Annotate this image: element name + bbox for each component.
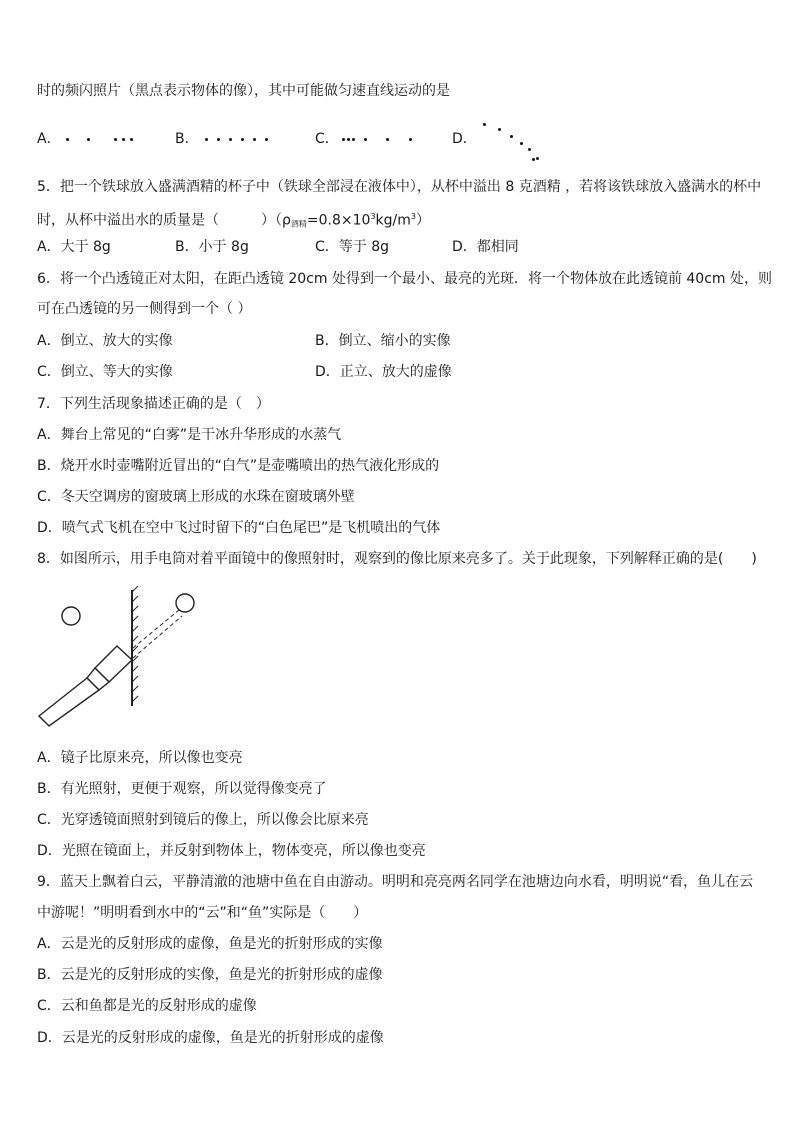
q8-stem: 8．如图所示，用手电筒对着平面镜中的像照射时，观察到的像比原来亮多了。关于此现象，下列解释正确的是( ) [37, 551, 757, 567]
q7-stem: 7．下列生活现象描述正确的是（ ） [37, 396, 270, 412]
q7-option-b: B．烧开水时壶嘴附近冒出的“白气”是壶嘴喷出的热气液化形成的 [37, 458, 440, 474]
q8-option-d: D．光照在镜面上，并反射到物体上，物体变亮，所以像也变亮 [37, 843, 426, 859]
q9-option-a: A．云是光的反射形成的虚像，鱼是光的折射形成的实像 [37, 936, 383, 952]
q8-option-c: C．光穿透镜面照射到镜后的像上，所以像会比原来亮 [37, 812, 369, 828]
q9-stem-line2: 中游呢！”明明看到水中的“云”和“鱼”实际是（ ） [37, 905, 368, 921]
q6-option-c: C．倒立、等大的实像 [37, 364, 173, 380]
q4-option-c-label: C． [315, 131, 339, 147]
q5-stem-line2: 时，从杯中溢出水的质量是（ ）$(\rho_{酒精}=0.8\times 10^3kg/m^3)$ [37, 212, 430, 229]
q5-option-d: D．都相同 [452, 239, 519, 255]
image-ball-icon [176, 594, 194, 612]
q8-option-a: A．镜子比原来亮，所以像也变亮 [37, 750, 243, 766]
q9-option-c: C．云和鱼都是光的反射形成的虚像 [37, 998, 257, 1014]
q6-option-d: D．正立、放大的虚像 [315, 364, 452, 380]
q6-option-b: B．倒立、缩小的实像 [315, 333, 451, 349]
object-ball-icon [62, 607, 80, 625]
q5-option-b: B．小于 8g [175, 239, 249, 255]
q4-option-a-label: A． [37, 131, 61, 147]
q8-figure-flashlight-mirror [37, 586, 202, 731]
q5-stem-line1: 5．把一个铁球放入盛满酒精的杯子中（铁球全部浸在液体中），从杯中溢出 8 克酒精 ，若将该铁球放入盛满水的杯中 [37, 179, 762, 195]
q9-option-d: D．云是光的反射形成的虚像，鱼是光的折射形成的虚像 [37, 1030, 384, 1046]
q4-option-b-label: B． [175, 131, 199, 147]
q9-option-b: B．云是光的反射形成的实像，鱼是光的折射形成的虚像 [37, 967, 383, 983]
q5-option-a: A．大于 8g [37, 239, 111, 255]
q8-option-b: B．有光照射，更便于观察，所以觉得像变亮了 [37, 781, 327, 797]
q4-stem-continued: 时的频闪照片（黑点表示物体的像），其中可能做匀速直线运动的是 [37, 83, 450, 99]
q6-stem-line1: 6．将一个凸透镜正对太阳，在距凸透镜 20cm 处得到一个最小、最亮的光斑．将一个物体放在此透镜前 40cm 处，则 [37, 271, 773, 287]
q7-option-a: A．舞台上常见的“白雾”是干冰升华形成的水蒸气 [37, 427, 342, 443]
q7-option-d: D．喷气式飞机在空中飞过时留下的“白色尾巴”是飞机喷出的气体 [37, 520, 441, 536]
q6-stem-line2: 可在凸透镜的另一侧得到一个（ ） [37, 301, 252, 317]
q5-option-c: C．等于 8g [315, 239, 390, 255]
q4-option-d-label: D． [452, 131, 477, 147]
flashlight-icon [39, 646, 132, 726]
q7-option-c: C．冬天空调房的窗玻璃上形成的水珠在窗玻璃外壁 [37, 489, 355, 505]
q6-option-a: A．倒立、放大的实像 [37, 333, 173, 349]
q9-stem-line1: 9．蓝天上飘着白云，平静清澈的池塘中鱼在自由游动。明明和亮亮两名同学在池塘边向水看，明明说“看，鱼儿在云 [37, 874, 754, 890]
